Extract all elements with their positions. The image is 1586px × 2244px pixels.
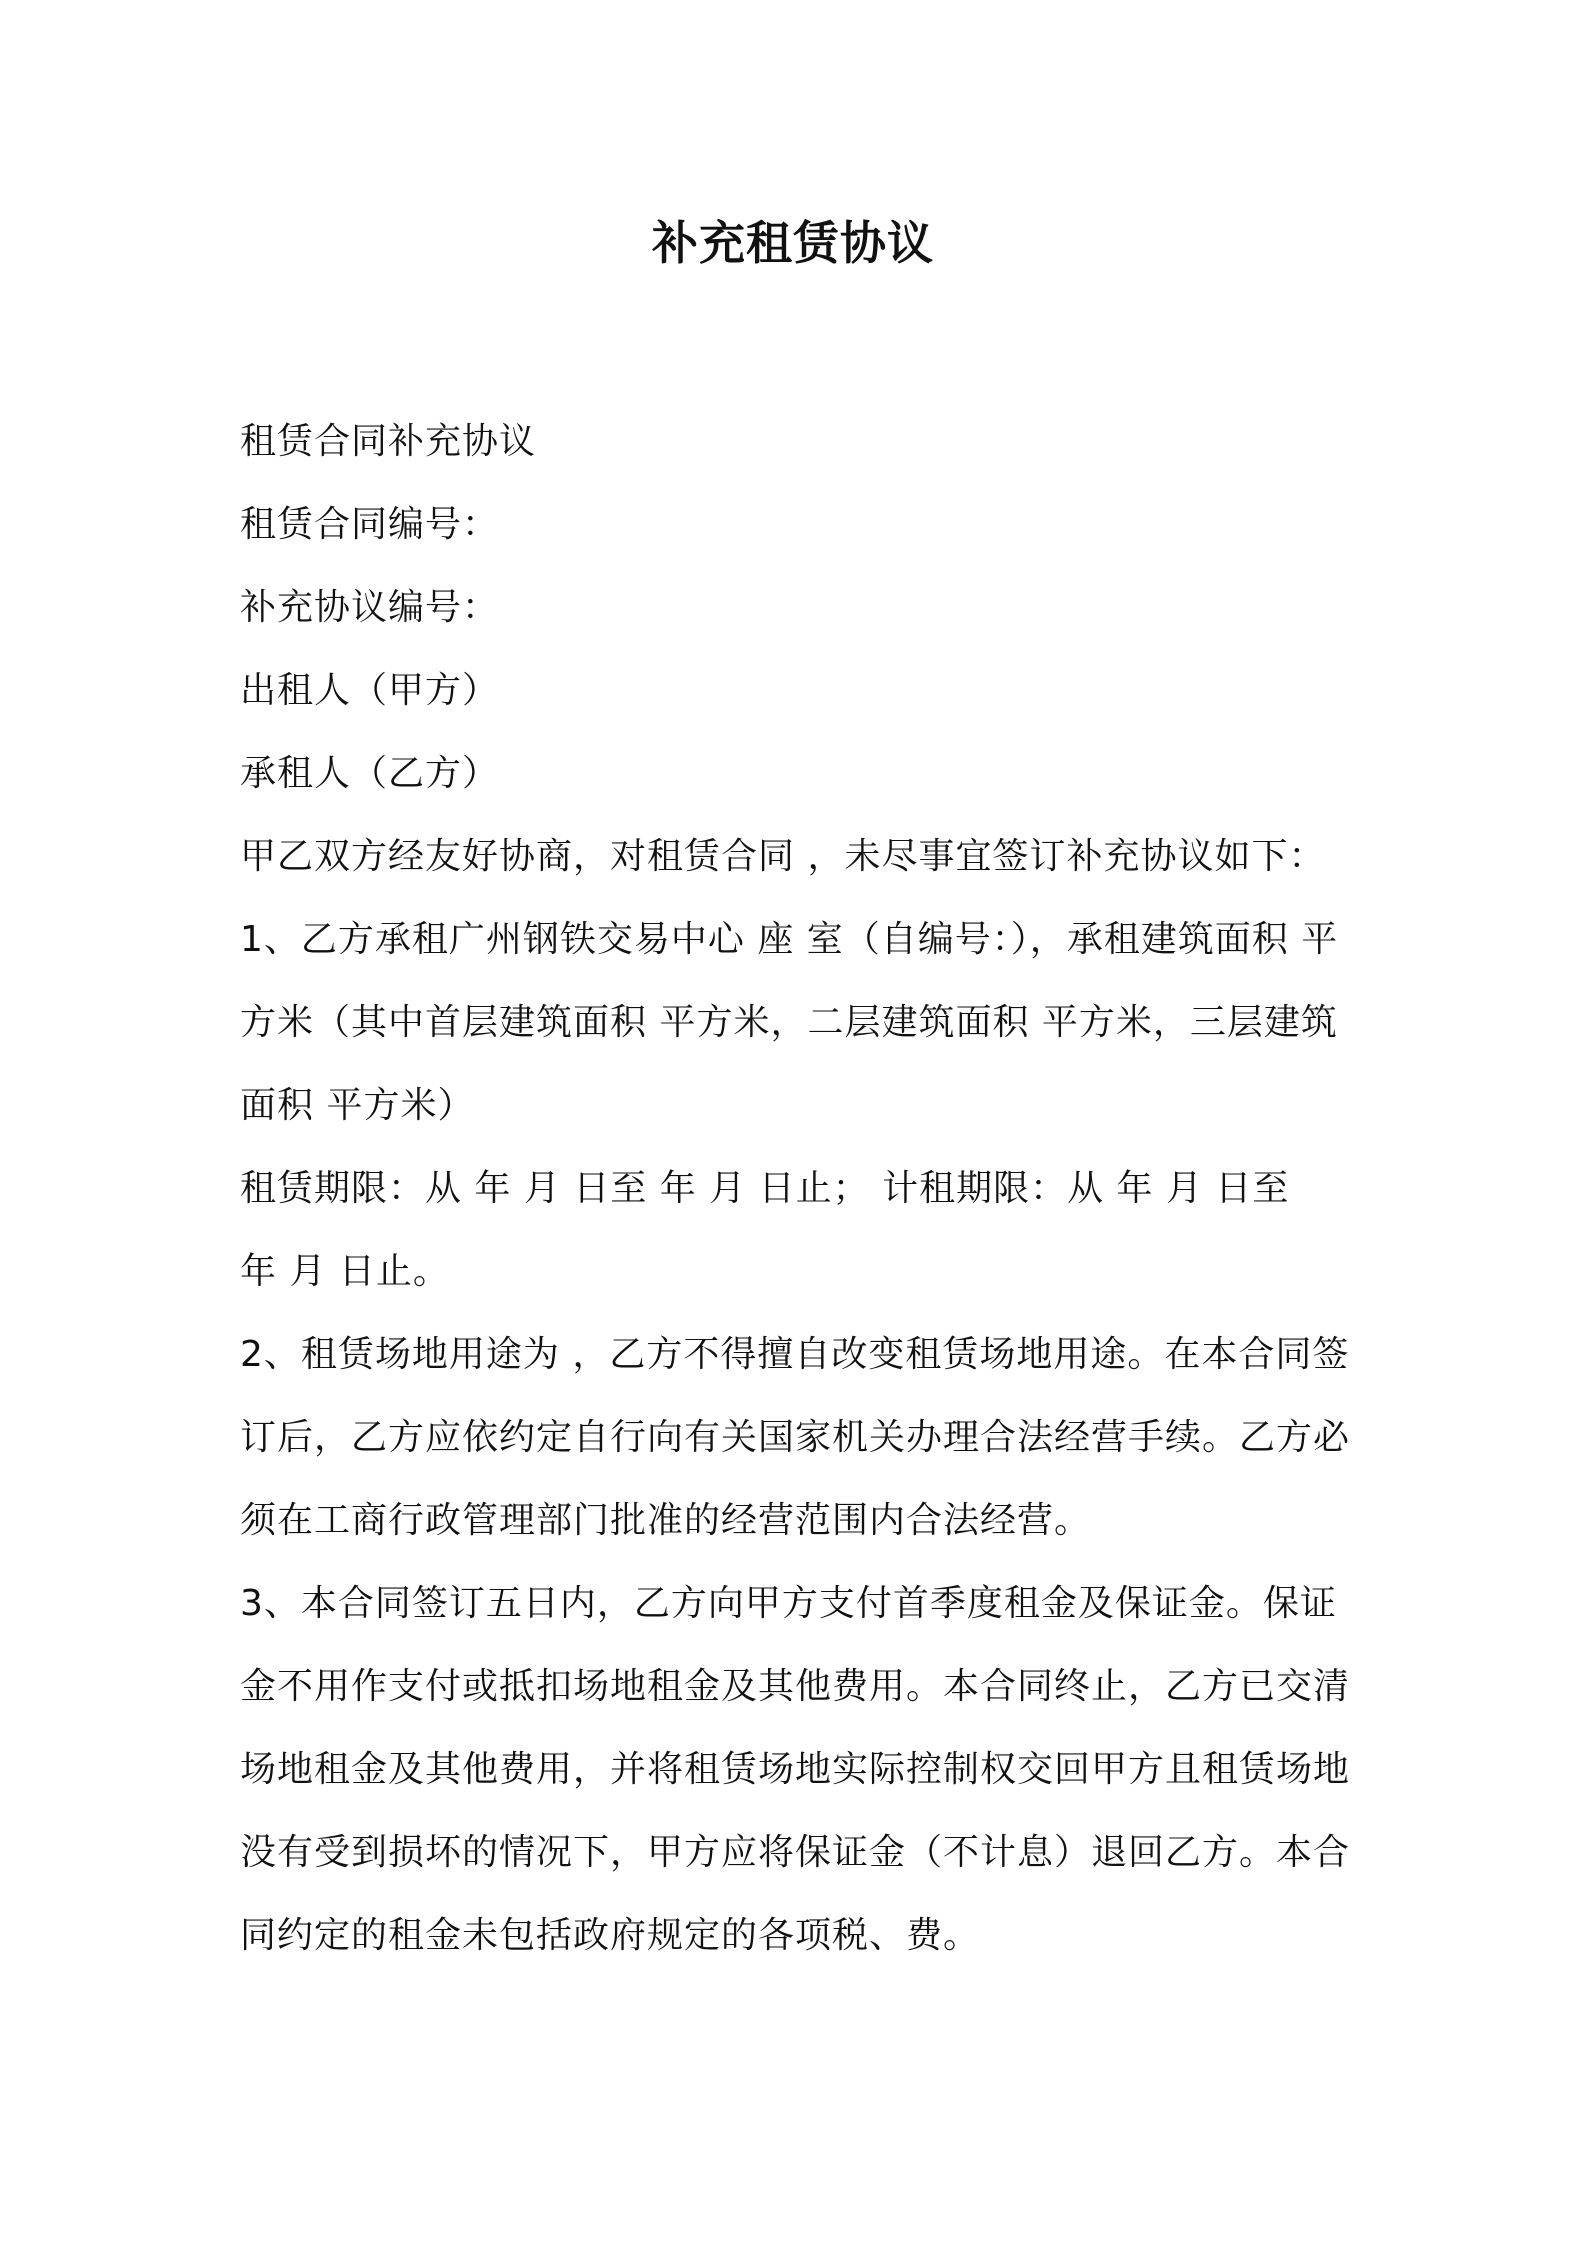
clause-2-line: 2、租赁场地用途为 ，乙方不得擅自改变租赁场地用途。在本合同签 [240, 1334, 1350, 1375]
clause-1-line: 1、乙方承租广州钢铁交易中心 座 室（自编号：），承租建筑面积 平 [240, 919, 1339, 960]
clause-3-line: 3、本合同签订五日内，乙方向甲方支付首季度租金及保证金。保证 [240, 1583, 1337, 1624]
clause-2-line: 订后，乙方应依约定自行向有关国家机关办理合法经营手续。乙方必 [240, 1417, 1351, 1458]
clause-1-line: 面积 平方米） [240, 1085, 475, 1126]
clause-3-line: 金不用作支付或抵扣场地租金及其他费用。本合同终止，乙方已交清 [240, 1666, 1351, 1707]
lease-term-line: 租赁期限：从 年 月 日至 年 月 日止； 计租期限：从 年 月 日至 [240, 1168, 1290, 1209]
clause-3-line: 同约定的租金未包括政府规定的各项税、费。 [240, 1915, 981, 1956]
line-supplement-number: 补充协议编号： [240, 587, 500, 628]
document-title: 补充租赁协议 [652, 216, 934, 270]
line-lessee: 承租人（乙方） [240, 753, 500, 794]
clause-3-line: 没有受到损坏的情况下，甲方应将保证金（不计息）退回乙方。本合 [240, 1832, 1351, 1873]
document-body [240, 400, 1352, 1977]
lease-term-line: 年 月 日止。 [240, 1251, 450, 1292]
clause-2-line: 须在工商行政管理部门批准的经营范围内合法经营。 [240, 1500, 1092, 1541]
line-contract-number: 租赁合同编号： [240, 504, 500, 545]
clause-3-line: 场地租金及其他费用，并将租赁场地实际控制权交回甲方且租赁场地 [240, 1749, 1351, 1790]
line-lessor: 出租人（甲方） [240, 670, 500, 711]
line-contract-supplement: 租赁合同补充协议 [240, 421, 537, 462]
line-intro: 甲乙双方经友好协商，对租赁合同 ，未尽事宜签订补充协议如下： [240, 836, 1326, 877]
clause-1-line: 方米（其中首层建筑面积 平方米，二层建筑面积 平方米，三层建筑 [240, 1002, 1338, 1043]
